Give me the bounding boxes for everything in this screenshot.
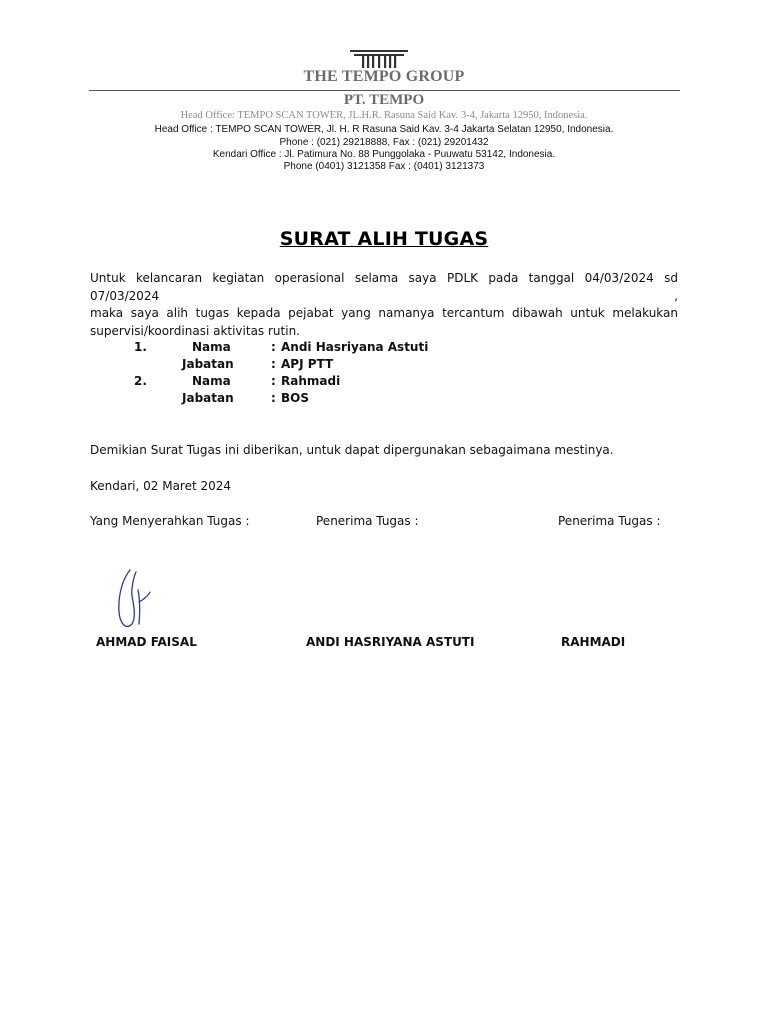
colon: : [271, 374, 276, 388]
signer-name: AHMAD FAISAL [96, 635, 197, 649]
colon: : [271, 357, 276, 371]
head-office-phone: Phone : (021) 29218888, Fax : (021) 29201432 [279, 137, 489, 148]
position-label: Jabatan [182, 391, 234, 405]
colon: : [271, 391, 276, 405]
assignee-position: APJ PTT [281, 357, 334, 371]
name-label: Nama [192, 340, 231, 354]
letterhead-divider [89, 90, 680, 91]
recipient-name: ANDI HASRIYANA ASTUTI [306, 635, 475, 649]
paragraph-line: maka saya alih tugas kepada pejabat yang namanya tercantum dibawah untuk melakukan [90, 306, 678, 320]
colon: : [271, 340, 276, 354]
kendari-office-address: Kendari Office : Jl. Patimura No. 88 Punggolaka - Puuwatu 53142, Indonesia. [212, 149, 556, 160]
name-label: Nama [192, 374, 231, 388]
group-name: THE TEMPO GROUP [303, 68, 465, 85]
recipient-role: Penerima Tugas : [558, 514, 661, 528]
assignee-number: 2. [134, 374, 147, 388]
position-label: Jabatan [182, 357, 234, 371]
assignee-number: 1. [134, 340, 147, 354]
assignee-name: Rahmadi [281, 374, 341, 388]
paragraph-line: supervisi/koordinasi aktivitas rutin. [90, 323, 300, 338]
assignee-name: Andi Hasriyana Astuti [281, 340, 429, 354]
place-and-date: Kendari, 02 Maret 2024 [90, 479, 232, 493]
kendari-office-phone: Phone (0401) 3121358 Fax : (0401) 3121373 [283, 161, 485, 172]
closing-statement: Demikian Surat Tugas ini diberikan, untuk dapat dipergunakan sebagaimana mestinya. [90, 443, 614, 457]
opening-paragraph [90, 270, 678, 340]
recipient-name: RAHMADI [561, 635, 626, 649]
paragraph-line: Untuk kelancaran kegiatan operasional selama saya PDLK pada tanggal 04/03/2024 sd 07/03/2024 , [90, 271, 678, 303]
head-office-address-serif: Head Office: TEMPO SCAN TOWER, JL.H.R. Rasuna Said Kav. 3-4, Jakarta 12950, Indonesia. [180, 110, 588, 121]
assignee-position: BOS [281, 391, 309, 405]
signer-role: Yang Menyerahkan Tugas : [90, 514, 250, 528]
handwritten-signature-icon [110, 566, 158, 634]
company-name: PT. TEMPO [343, 92, 425, 108]
head-office-address: Head Office : TEMPO SCAN TOWER, Jl. H. R Rasuna Said Kav. 3-4 Jakarta Selatan 12950, Indonesia. [154, 124, 614, 135]
tempo-logo-icon [348, 47, 410, 69]
recipient-role: Penerima Tugas : [316, 514, 419, 528]
letter-title: SURAT ALIH TUGAS [279, 228, 489, 250]
